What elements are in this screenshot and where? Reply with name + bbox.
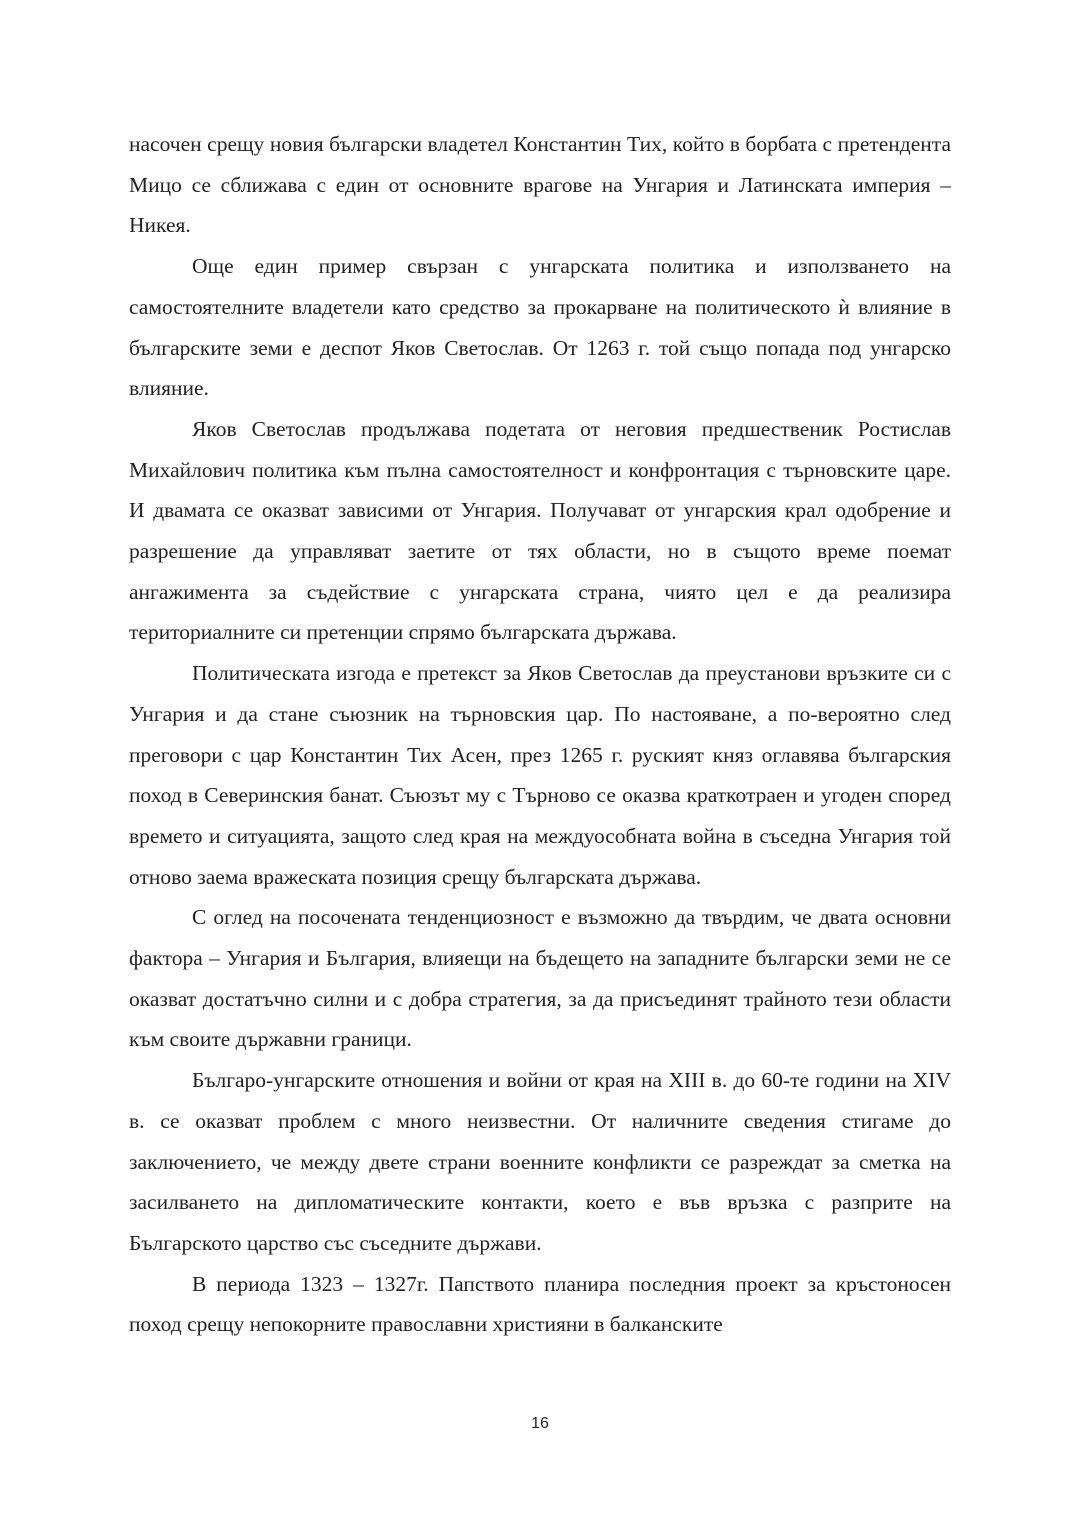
paragraph-1: насочен срещу новия български владетел Константин Тих, който в борбата с претендента Мицо се сближава с един от основните врагове на Унгария и Латинската империя – Никея. <box>129 132 951 238</box>
paragraph-7: В периода 1323 – 1327г. Папството планира последния проект за кръстоносен поход срещу непокорните православни християни в балканските <box>129 1271 951 1337</box>
paragraph-4: Политическата изгода е претекст за Яков Светослав да преустанови връзките си с Унгария и да стане съюзник на търновския цар. По настояване, а по-вероятно след преговори с цар Константин Тих Асен, през 1265 г. руският княз оглавява българския поход в Северинския банат. Съюзът му с Търново се оказва краткотраен и угоден според времето и ситуацията, защото след края на междуособната война в съседна Унгария той отново заема вражеската позиция срещу българската държава. <box>129 661 951 889</box>
paragraph-5: С оглед на посочената тенденциозност е възможно да твърдим, че двата основни фактора – Унгария и България, влияещи на бъдещето на западните български земи не се оказват достатъчно силни и с добра стратегия, за да присъединят трайното тези области към своите държавни граници. <box>129 905 951 1052</box>
paragraph-2: Още един пример свързан с унгарската политика и използването на самостоятелните владетели като средство за прокарване на политическото ѝ влияние в българските земи е деспот Яков Светослав. От 1263 г. той също попада под унгарско влияние. <box>129 254 951 401</box>
paragraph-6: Българо-унгарските отношения и войни от края на XIII в. до 60-те години на XIV в. се оказват проблем с много неизвестни. От наличните сведения стигаме до заключението, че между двете страни военните конфликти се разреждат за сметка на засилването на дипломатическите контакти, което е във връзка с разприте на Българското царство със съседните държави. <box>129 1068 951 1255</box>
page-number: 16 <box>531 1415 549 1432</box>
body-text <box>129 124 951 1345</box>
paragraph-3: Яков Светослав продължава подетата от неговия предшественик Ростислав Михайлович политика към пълна самостоятелност и конфронтация с търновските царе. И двамата се оказват зависими от Унгария. Получават от унгарския крал одобрение и разрешение да управляват заетите от тях области, но в същото време поемат ангажимента за съдействие с унгарската страна, чиято цел е да реализира териториалните си претенции спрямо българската държава. <box>129 416 951 645</box>
